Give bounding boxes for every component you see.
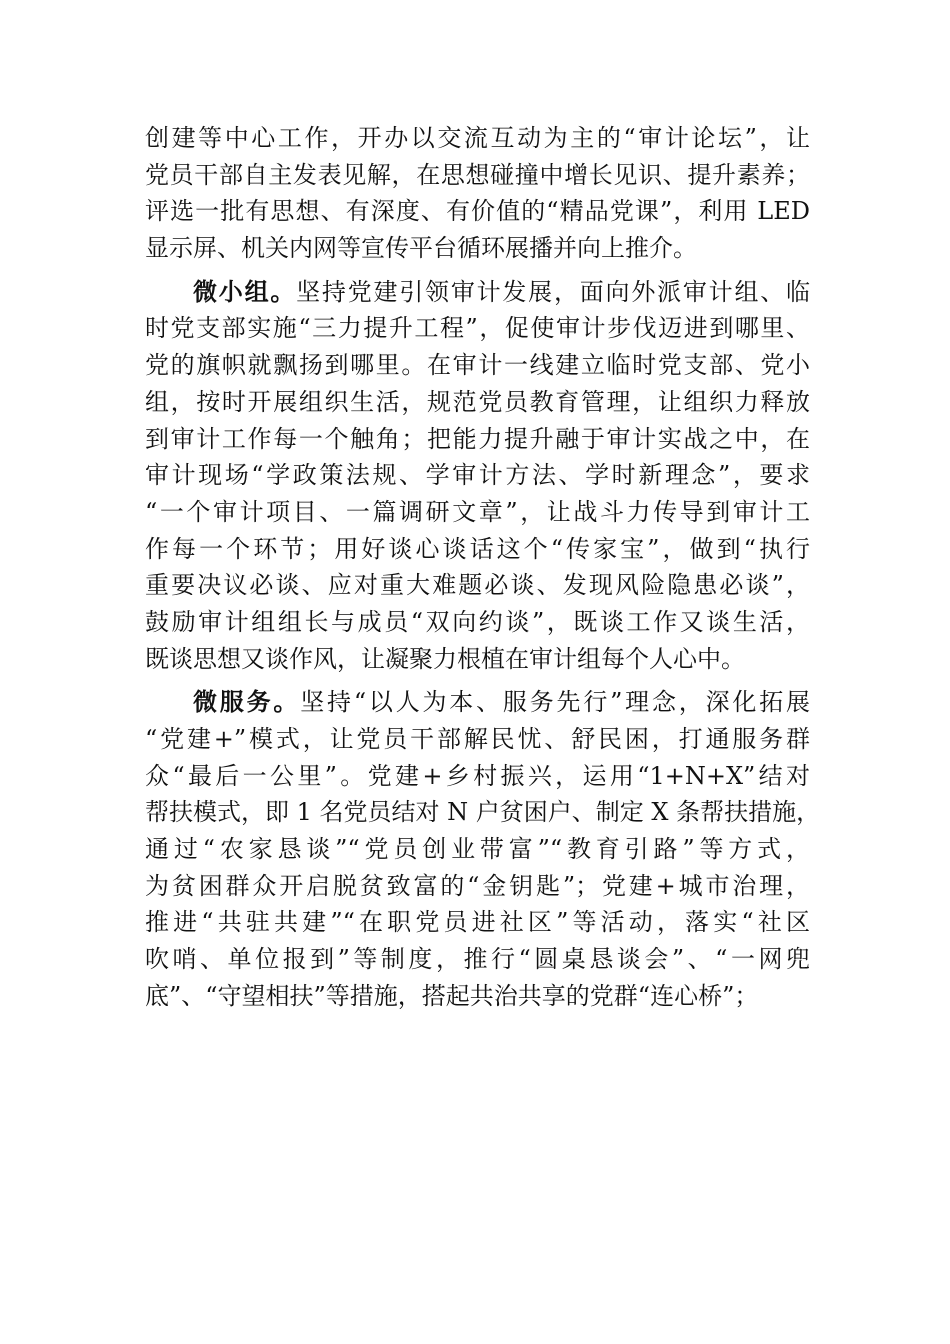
text-line-first	[145, 274, 810, 311]
text-line: 评选一批有思想、有深度、有价值的“精品党课”，利用 LED	[145, 197, 810, 226]
text-line: 党的旗帜就飘扬到哪里。在审计一线建立临时党支部、党小	[145, 351, 810, 380]
text-line: 重要决议必谈、应对重大难题必谈、发现风险隐患必谈”，	[145, 571, 810, 600]
paragraph-service	[145, 684, 821, 1014]
text-line: 为贫困群众开启脱贫致富的“金钥匙”；党建+城市治理，	[145, 871, 810, 900]
text-line: “党建+”模式，让党员干部解民忧、舒民困，打通服务群	[145, 725, 810, 753]
text-line: 作每一个环节；用好谈心谈话这个“传家宝”，做到“执行	[145, 534, 810, 563]
text-line: 组，按时开展组织生活，规范党员教育管理，让组织力释放	[145, 387, 810, 416]
paragraph-gap	[145, 267, 810, 274]
text-run: 坚持党建引领审计发展，面向外派审计组、临	[296, 277, 811, 306]
text-line: 鼓励审计组组长与成员“双向约谈”，既谈工作又谈生活，	[145, 607, 810, 636]
text-line: “一个审计项目、一篇调研文章”，让战斗力传导到审计工	[145, 497, 810, 526]
section-heading-small-group: 微小组。	[193, 277, 297, 306]
text-line: 通过“农家恳谈”“党员创业带富”“教育引路”等方式，	[145, 835, 810, 864]
text-line: 底”、“守望相扶”等措施，搭起共治共享的党群“连心桥”；	[145, 981, 759, 1010]
text-line: 众“最后一公里”。党建+乡村振兴，运用“1+N+X”结对	[145, 761, 810, 790]
paragraph-gap	[145, 677, 810, 684]
text-line: 到审计工作每一个触角；把能力提升融于审计实战之中，在	[145, 424, 810, 453]
paragraph-continuation	[145, 120, 810, 267]
text-line: 时党支部实施“三力提升工程”，促使审计步伐迈进到哪里、	[145, 314, 810, 343]
text-run: 坚持“以人为本、服务先行”理念，深化拓展	[300, 688, 811, 717]
text-line: 显示屏、机关内网等宣传平台循环展播并向上推介。	[145, 234, 697, 263]
text-line-first	[145, 684, 810, 721]
text-line: 帮扶模式，即 1 名党员结对 N 户贫困户、制定 X 条帮扶措施，	[145, 798, 821, 827]
text-line: 党员干部自主发表见解，在思想碰撞中增长见识、提升素养；	[145, 160, 810, 189]
document-body	[145, 120, 821, 1015]
text-line: 既谈思想又谈作风，让凝聚力根植在审计组每个人心中。	[145, 644, 745, 673]
paragraph-small-group	[145, 274, 810, 678]
section-heading-service: 微服务。	[193, 688, 301, 717]
text-line: 审计现场“学政策法规、学审计方法、学时新理念”，要求	[145, 461, 810, 490]
text-line: 推进“共驻共建”“在职党员进社区”等活动，落实“社区	[145, 908, 810, 937]
text-line: 吹哨、单位报到”等制度，推行“圆桌恳谈会”、“一网兜	[145, 945, 810, 974]
text-line: 创建等中心工作，开办以交流互动为主的“审计论坛”，让	[145, 124, 810, 152]
